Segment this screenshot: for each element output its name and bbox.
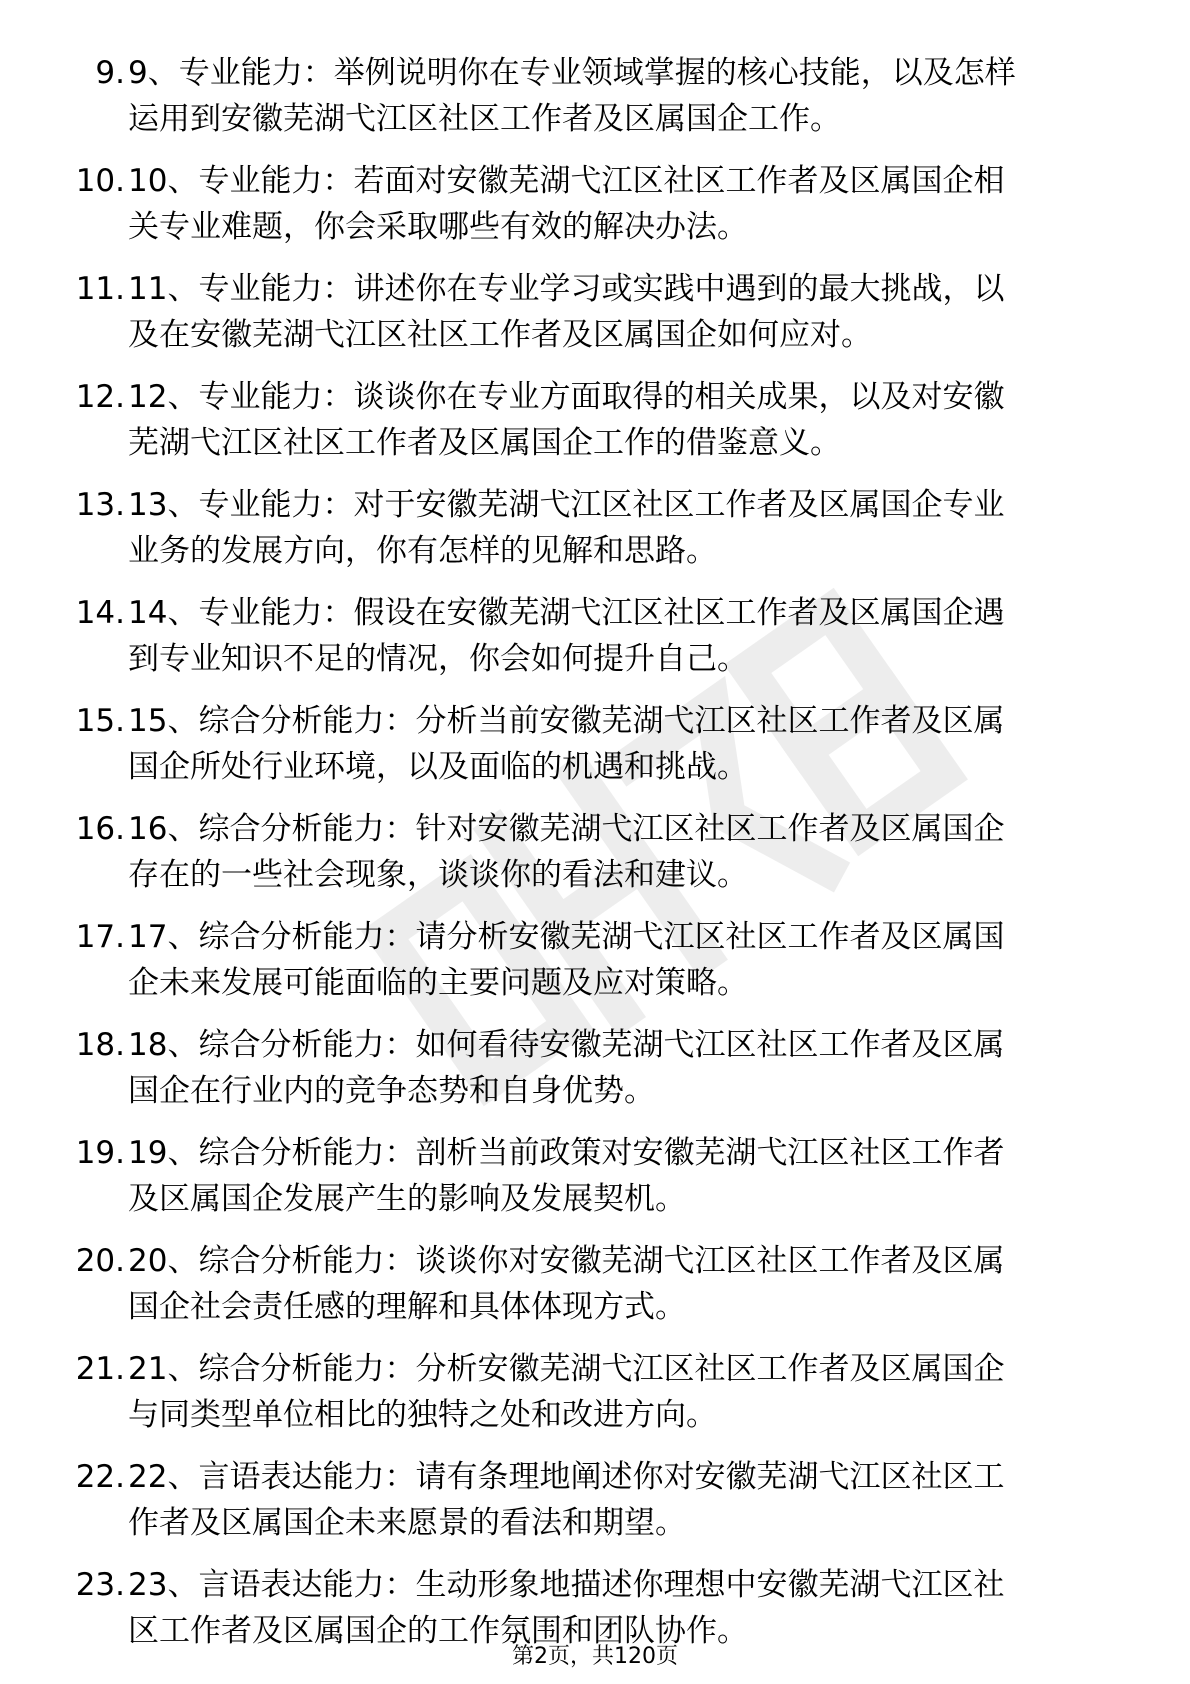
question-number: 12. bbox=[75, 379, 125, 415]
question-text-line-2: 运用到安徽芜湖弋江区社区工作者及区属国企工作。 bbox=[128, 101, 841, 137]
question-text-line-2: 企未来发展可能面临的主要问题及应对策略。 bbox=[128, 965, 748, 1001]
question-item bbox=[0, 266, 1190, 360]
question-number: 20. bbox=[75, 1243, 125, 1279]
question-text-line-2: 及区属国企发展产生的影响及发展契机。 bbox=[128, 1181, 686, 1217]
question-text-line-1: 13、专业能力：对于安徽芜湖弋江区社区工作者及区属国企专业 bbox=[128, 487, 1005, 523]
question-item bbox=[0, 806, 1190, 900]
question-text-line-2: 及在安徽芜湖弋江区社区工作者及区属国企如何应对。 bbox=[128, 317, 872, 353]
question-number: 22. bbox=[75, 1459, 125, 1495]
question-text bbox=[128, 158, 1118, 250]
question-text-line-1: 18、综合分析能力：如何看待安徽芜湖弋江区社区工作者及区属 bbox=[128, 1027, 1005, 1063]
question-text bbox=[128, 50, 1118, 142]
question-text-line-1: 14、专业能力：假设在安徽芜湖弋江区社区工作者及区属国企遇 bbox=[128, 595, 1005, 631]
question-number: 23. bbox=[75, 1567, 125, 1603]
question-text bbox=[128, 1022, 1118, 1114]
question-text-line-1: 9、专业能力：举例说明你在专业领域掌握的核心技能，以及怎样 bbox=[128, 55, 1016, 91]
question-item bbox=[0, 914, 1190, 1008]
question-text-line-1: 23、言语表达能力：生动形象地描述你理想中安徽芜湖弋江区社 bbox=[128, 1567, 1005, 1603]
question-text bbox=[128, 806, 1118, 898]
question-item bbox=[0, 374, 1190, 468]
question-item bbox=[0, 482, 1190, 576]
question-text-line-2: 芜湖弋江区社区工作者及区属国企工作的借鉴意义。 bbox=[128, 425, 841, 461]
question-text-line-1: 15、综合分析能力：分析当前安徽芜湖弋江区社区工作者及区属 bbox=[128, 703, 1005, 739]
question-text-line-2: 区工作者及区属国企的工作氛围和团队协作。 bbox=[128, 1613, 748, 1649]
question-item bbox=[0, 1130, 1190, 1224]
question-number: 14. bbox=[75, 595, 125, 631]
question-text-line-2: 到专业知识不足的情况，你会如何提升自己。 bbox=[128, 641, 748, 677]
question-text bbox=[128, 266, 1118, 358]
question-list bbox=[0, 50, 1190, 1670]
question-number: 19. bbox=[75, 1135, 125, 1171]
question-text-line-2: 国企在行业内的竞争态势和自身优势。 bbox=[128, 1073, 655, 1109]
question-text-line-1: 20、综合分析能力：谈谈你对安徽芜湖弋江区社区工作者及区属 bbox=[128, 1243, 1005, 1279]
question-text bbox=[128, 590, 1118, 682]
question-text bbox=[128, 914, 1118, 1006]
question-item bbox=[0, 50, 1190, 144]
question-text-line-2: 国企社会责任感的理解和具体体现方式。 bbox=[128, 1289, 686, 1325]
question-number: 13. bbox=[75, 487, 125, 523]
question-text-line-2: 存在的一些社会现象，谈谈你的看法和建议。 bbox=[128, 857, 748, 893]
question-item bbox=[0, 698, 1190, 792]
question-text-line-1: 22、言语表达能力：请有条理地阐述你对安徽芜湖弋江区社区工 bbox=[128, 1459, 1005, 1495]
question-number: 11. bbox=[75, 271, 125, 307]
question-text-line-1: 16、综合分析能力：针对安徽芜湖弋江区社区工作者及区属国企 bbox=[128, 811, 1005, 847]
question-item bbox=[0, 1346, 1190, 1440]
question-text-line-1: 10、专业能力：若面对安徽芜湖弋江区社区工作者及区属国企相 bbox=[128, 163, 1005, 199]
question-item bbox=[0, 590, 1190, 684]
question-text-line-1: 19、综合分析能力：剖析当前政策对安徽芜湖弋江区社区工作者 bbox=[128, 1135, 1005, 1171]
question-item bbox=[0, 1022, 1190, 1116]
question-number: 16. bbox=[75, 811, 125, 847]
question-text-line-2: 国企所处行业环境，以及面临的机遇和挑战。 bbox=[128, 749, 748, 785]
question-text-line-1: 21、综合分析能力：分析安徽芜湖弋江区社区工作者及区属国企 bbox=[128, 1351, 1005, 1387]
question-text bbox=[128, 698, 1118, 790]
question-number: 17. bbox=[75, 919, 125, 955]
question-text-line-1: 12、专业能力：谈谈你在专业方面取得的相关成果，以及对安徽 bbox=[128, 379, 1005, 415]
question-text-line-2: 关专业难题，你会采取哪些有效的解决办法。 bbox=[128, 209, 748, 245]
question-number: 10. bbox=[75, 163, 125, 199]
question-number: 9. bbox=[95, 55, 125, 91]
question-text bbox=[128, 374, 1118, 466]
question-text bbox=[128, 1238, 1118, 1330]
question-text-line-2: 与同类型单位相比的独特之处和改进方向。 bbox=[128, 1397, 717, 1433]
question-text bbox=[128, 1346, 1118, 1438]
question-number: 15. bbox=[75, 703, 125, 739]
question-text bbox=[128, 1130, 1118, 1222]
page-footer bbox=[0, 1642, 1190, 1672]
question-text bbox=[128, 482, 1118, 574]
question-item bbox=[0, 158, 1190, 252]
page-number-label: 第2页，共120页 bbox=[512, 1644, 678, 1669]
question-item bbox=[0, 1238, 1190, 1332]
question-number: 18. bbox=[75, 1027, 125, 1063]
question-text-line-2: 业务的发展方向，你有怎样的见解和思路。 bbox=[128, 533, 717, 569]
question-number: 21. bbox=[75, 1351, 125, 1387]
question-item bbox=[0, 1454, 1190, 1548]
question-text-line-1: 17、综合分析能力：请分析安徽芜湖弋江区社区工作者及区属国 bbox=[128, 919, 1005, 955]
question-text bbox=[128, 1454, 1118, 1546]
question-text-line-1: 11、专业能力：讲述你在专业学习或实践中遇到的最大挑战，以 bbox=[128, 271, 1005, 307]
question-text bbox=[128, 1562, 1118, 1654]
question-text-line-2: 作者及区属国企未来愿景的看法和期望。 bbox=[128, 1505, 686, 1541]
